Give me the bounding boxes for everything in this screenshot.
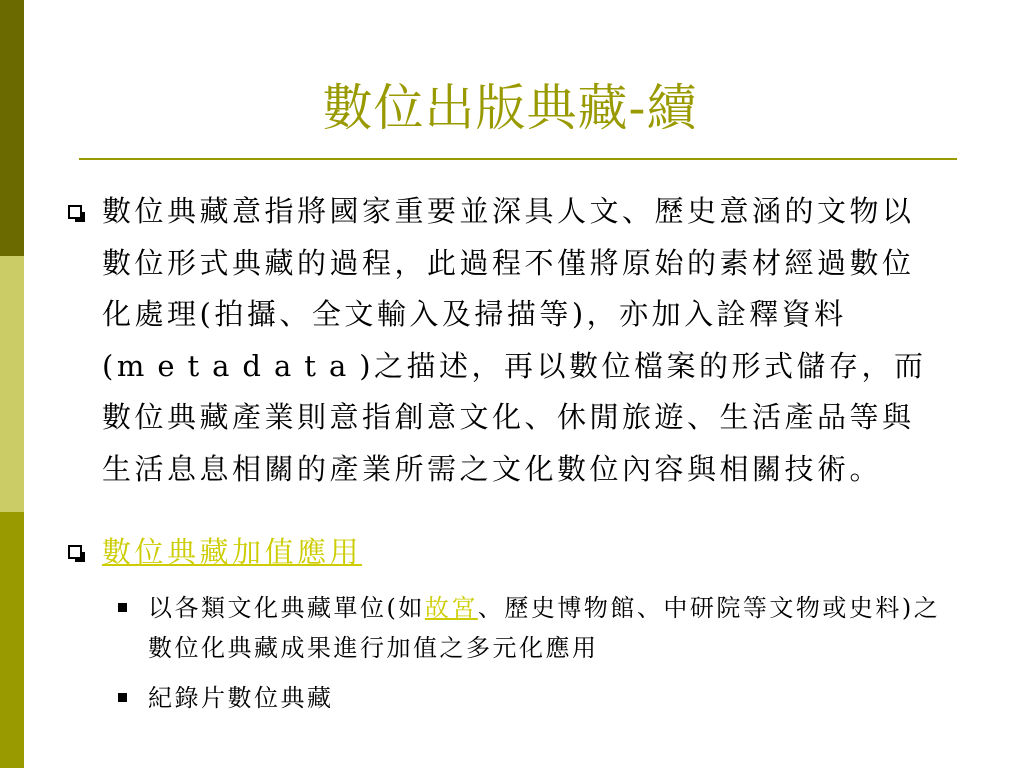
- paragraph-text-start: 數位典藏意指將國家重要並深具人文、歷史意涵的文物以數位形式典藏的過程，此過程不僅將原始的素材經過數位化處理(拍攝、全文輸入及掃描等)，亦加入詮釋資料(: [102, 194, 915, 383]
- sidebar-segment-middle: [0, 256, 24, 512]
- bullet-paragraph: [102, 186, 946, 495]
- filled-square-bullet-icon: [118, 603, 127, 612]
- sub-bullet-documentary: 紀錄片數位典藏: [148, 684, 334, 712]
- slide-title: 數位出版典藏-續: [322, 79, 698, 137]
- sub-bullet-text-start: 以各類文化典藏單位(如: [148, 594, 425, 622]
- metadata-term: metadata: [116, 348, 360, 383]
- sub-bullet-application: [148, 588, 948, 668]
- hollow-square-bullet-icon: [68, 205, 82, 219]
- hollow-square-bullet-icon: [68, 545, 82, 559]
- title-divider: [79, 158, 957, 160]
- sidebar-segment-bottom: [0, 512, 24, 768]
- paragraph-text-end: )之描述，再以數位檔案的形式儲存，而數位典藏產業則意指創意文化、休閒旅遊、生活產品等與生活息息相關的產業所需之文化數位內容與相關技術。: [102, 348, 927, 486]
- sub-bullet-text-end: 、歷史博物館、中研院等文物或史料)之數位化典藏成果進行加值之多元化應用: [148, 594, 941, 662]
- digital-archive-application-link[interactable]: 數位典藏加值應用: [102, 535, 363, 569]
- decorative-sidebar: [0, 0, 24, 768]
- palace-museum-link[interactable]: 故宮: [424, 594, 478, 622]
- filled-square-bullet-icon: [118, 693, 127, 702]
- sidebar-segment-top: [0, 0, 24, 256]
